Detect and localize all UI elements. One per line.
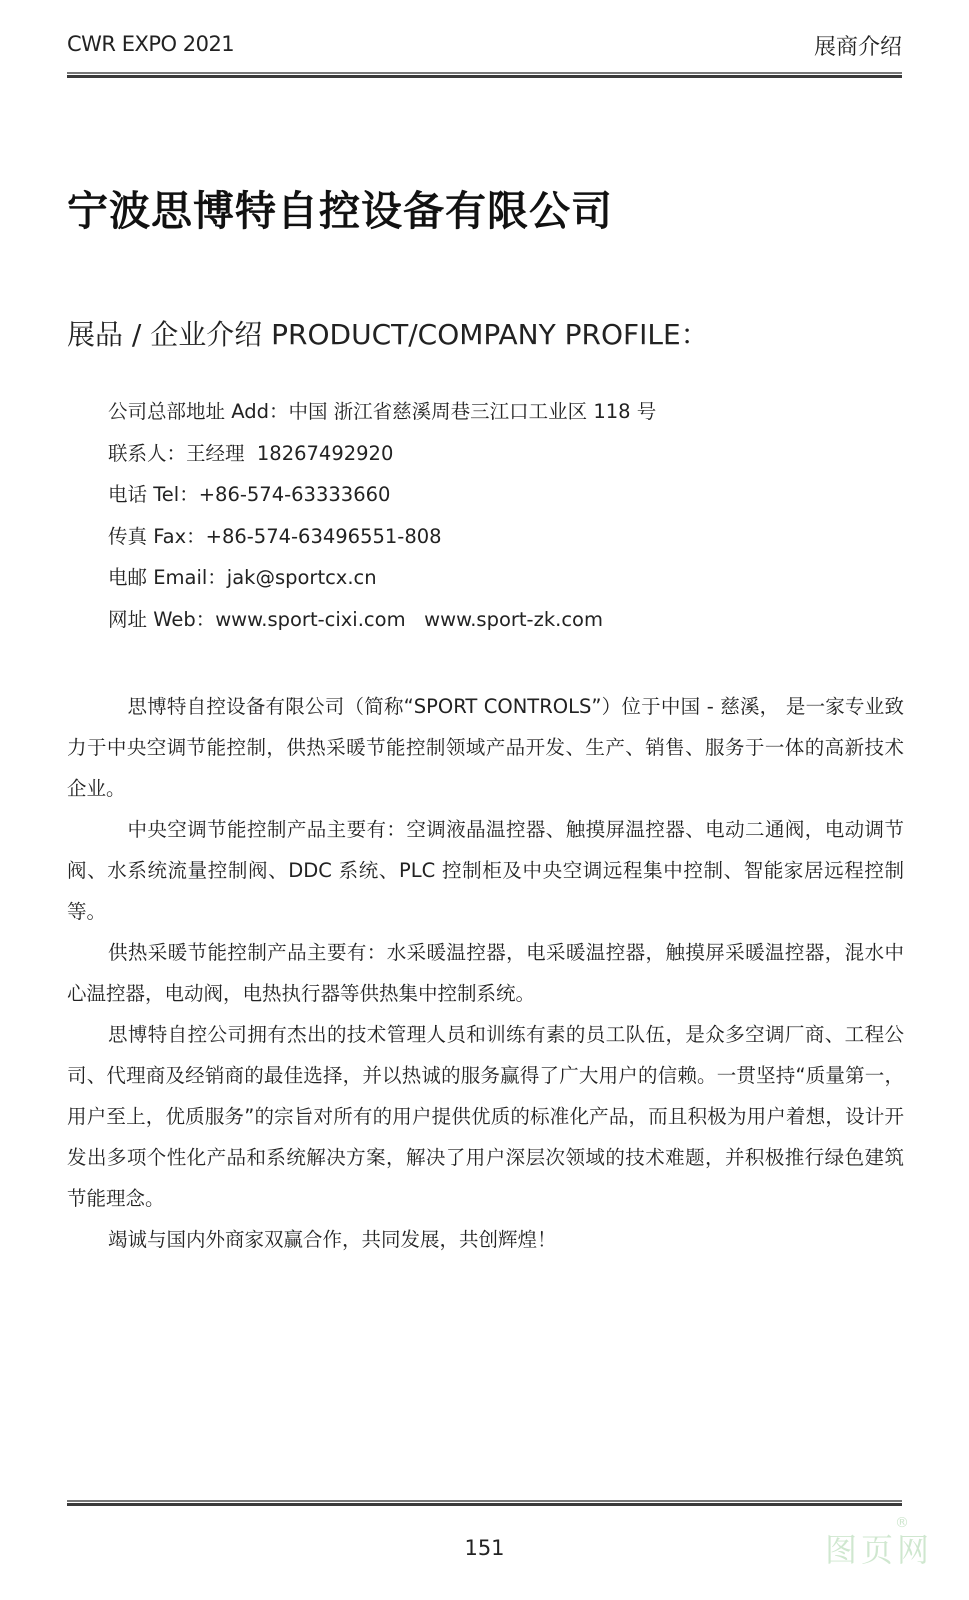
contact-fax: 传真 Fax：+86-574-63496551-808 (108, 524, 442, 548)
contact-list (108, 400, 656, 650)
contact-web: 网址 Web：www.sport-cixi.com www.sport-zk.com (108, 607, 603, 631)
company-name: 宁波思博特自控设备有限公司 (67, 187, 613, 235)
page-number: 151 (464, 1536, 505, 1560)
contact-email: 电邮 Email：jak@sportcx.cn (108, 566, 377, 590)
paragraph: 供热采暖节能控制产品主要有：水采暖温控器，电采暖温控器，触摸屏采暖温控器，混水中心温控器，电动阀，电热执行器等供热集中控制系统。 (67, 941, 904, 1005)
contact-person: 联系人：王经理 18267492920 (108, 441, 394, 465)
header-rule (67, 72, 902, 78)
company-profile (67, 686, 904, 1260)
page-header (67, 26, 902, 62)
contact-tel: 电话 Tel：+86-574-63333660 (108, 483, 391, 507)
expo-name: CWR EXPO 2021 (67, 32, 235, 56)
section-label: 展商介绍 (813, 35, 902, 60)
section-title: 展品 / 企业介绍 PRODUCT/COMPANY PROFILE： (67, 318, 709, 351)
paragraph: 竭诚与国内外商家双赢合作，共同发展，共创辉煌！ (107, 1228, 557, 1251)
footer-rule (67, 1500, 902, 1506)
paragraph: 思博特自控公司拥有杰出的技术管理人员和训练有素的员工队伍，是众多空调厂商、工程公司、代理商及经销商的最佳选择，并以热诚的服务赢得了广大用户的信赖。一贯坚持“质量第一，用户至上，优质服务”的宗旨对所有的用户提供优质的标准化产品，而且积极为用户着想，设计开发出多项个性化产品和系统解决方案，解决了用户深层次领域的技术难题，并积极推行绿色建筑节能理念。 (67, 1023, 904, 1210)
watermark-text: 图页网 (825, 1531, 934, 1569)
contact-address: 公司总部地址 Add：中国 浙江省慈溪周巷三江口工业区 118 号 (108, 400, 657, 423)
watermark (825, 1515, 934, 1571)
paragraph: 中央空调节能控制产品主要有：空调液晶温控器、触摸屏温控器、电动二通阀，电动调节阀、水系统流量控制阀、DDC 系统、PLC 控制柜及中央空调远程集中控制、智能家居远程控制等。 (67, 818, 904, 923)
registered-mark: ® (895, 1515, 913, 1531)
paragraph: 思博特自控设备有限公司（简称“SPORT CONTROLS”）位于中国 - 慈溪， 是一家专业致力于中央空调节能控制，供热采暖节能控制领域产品开发、生产、销售、服务于一体的高新技术企业。 (67, 695, 904, 800)
